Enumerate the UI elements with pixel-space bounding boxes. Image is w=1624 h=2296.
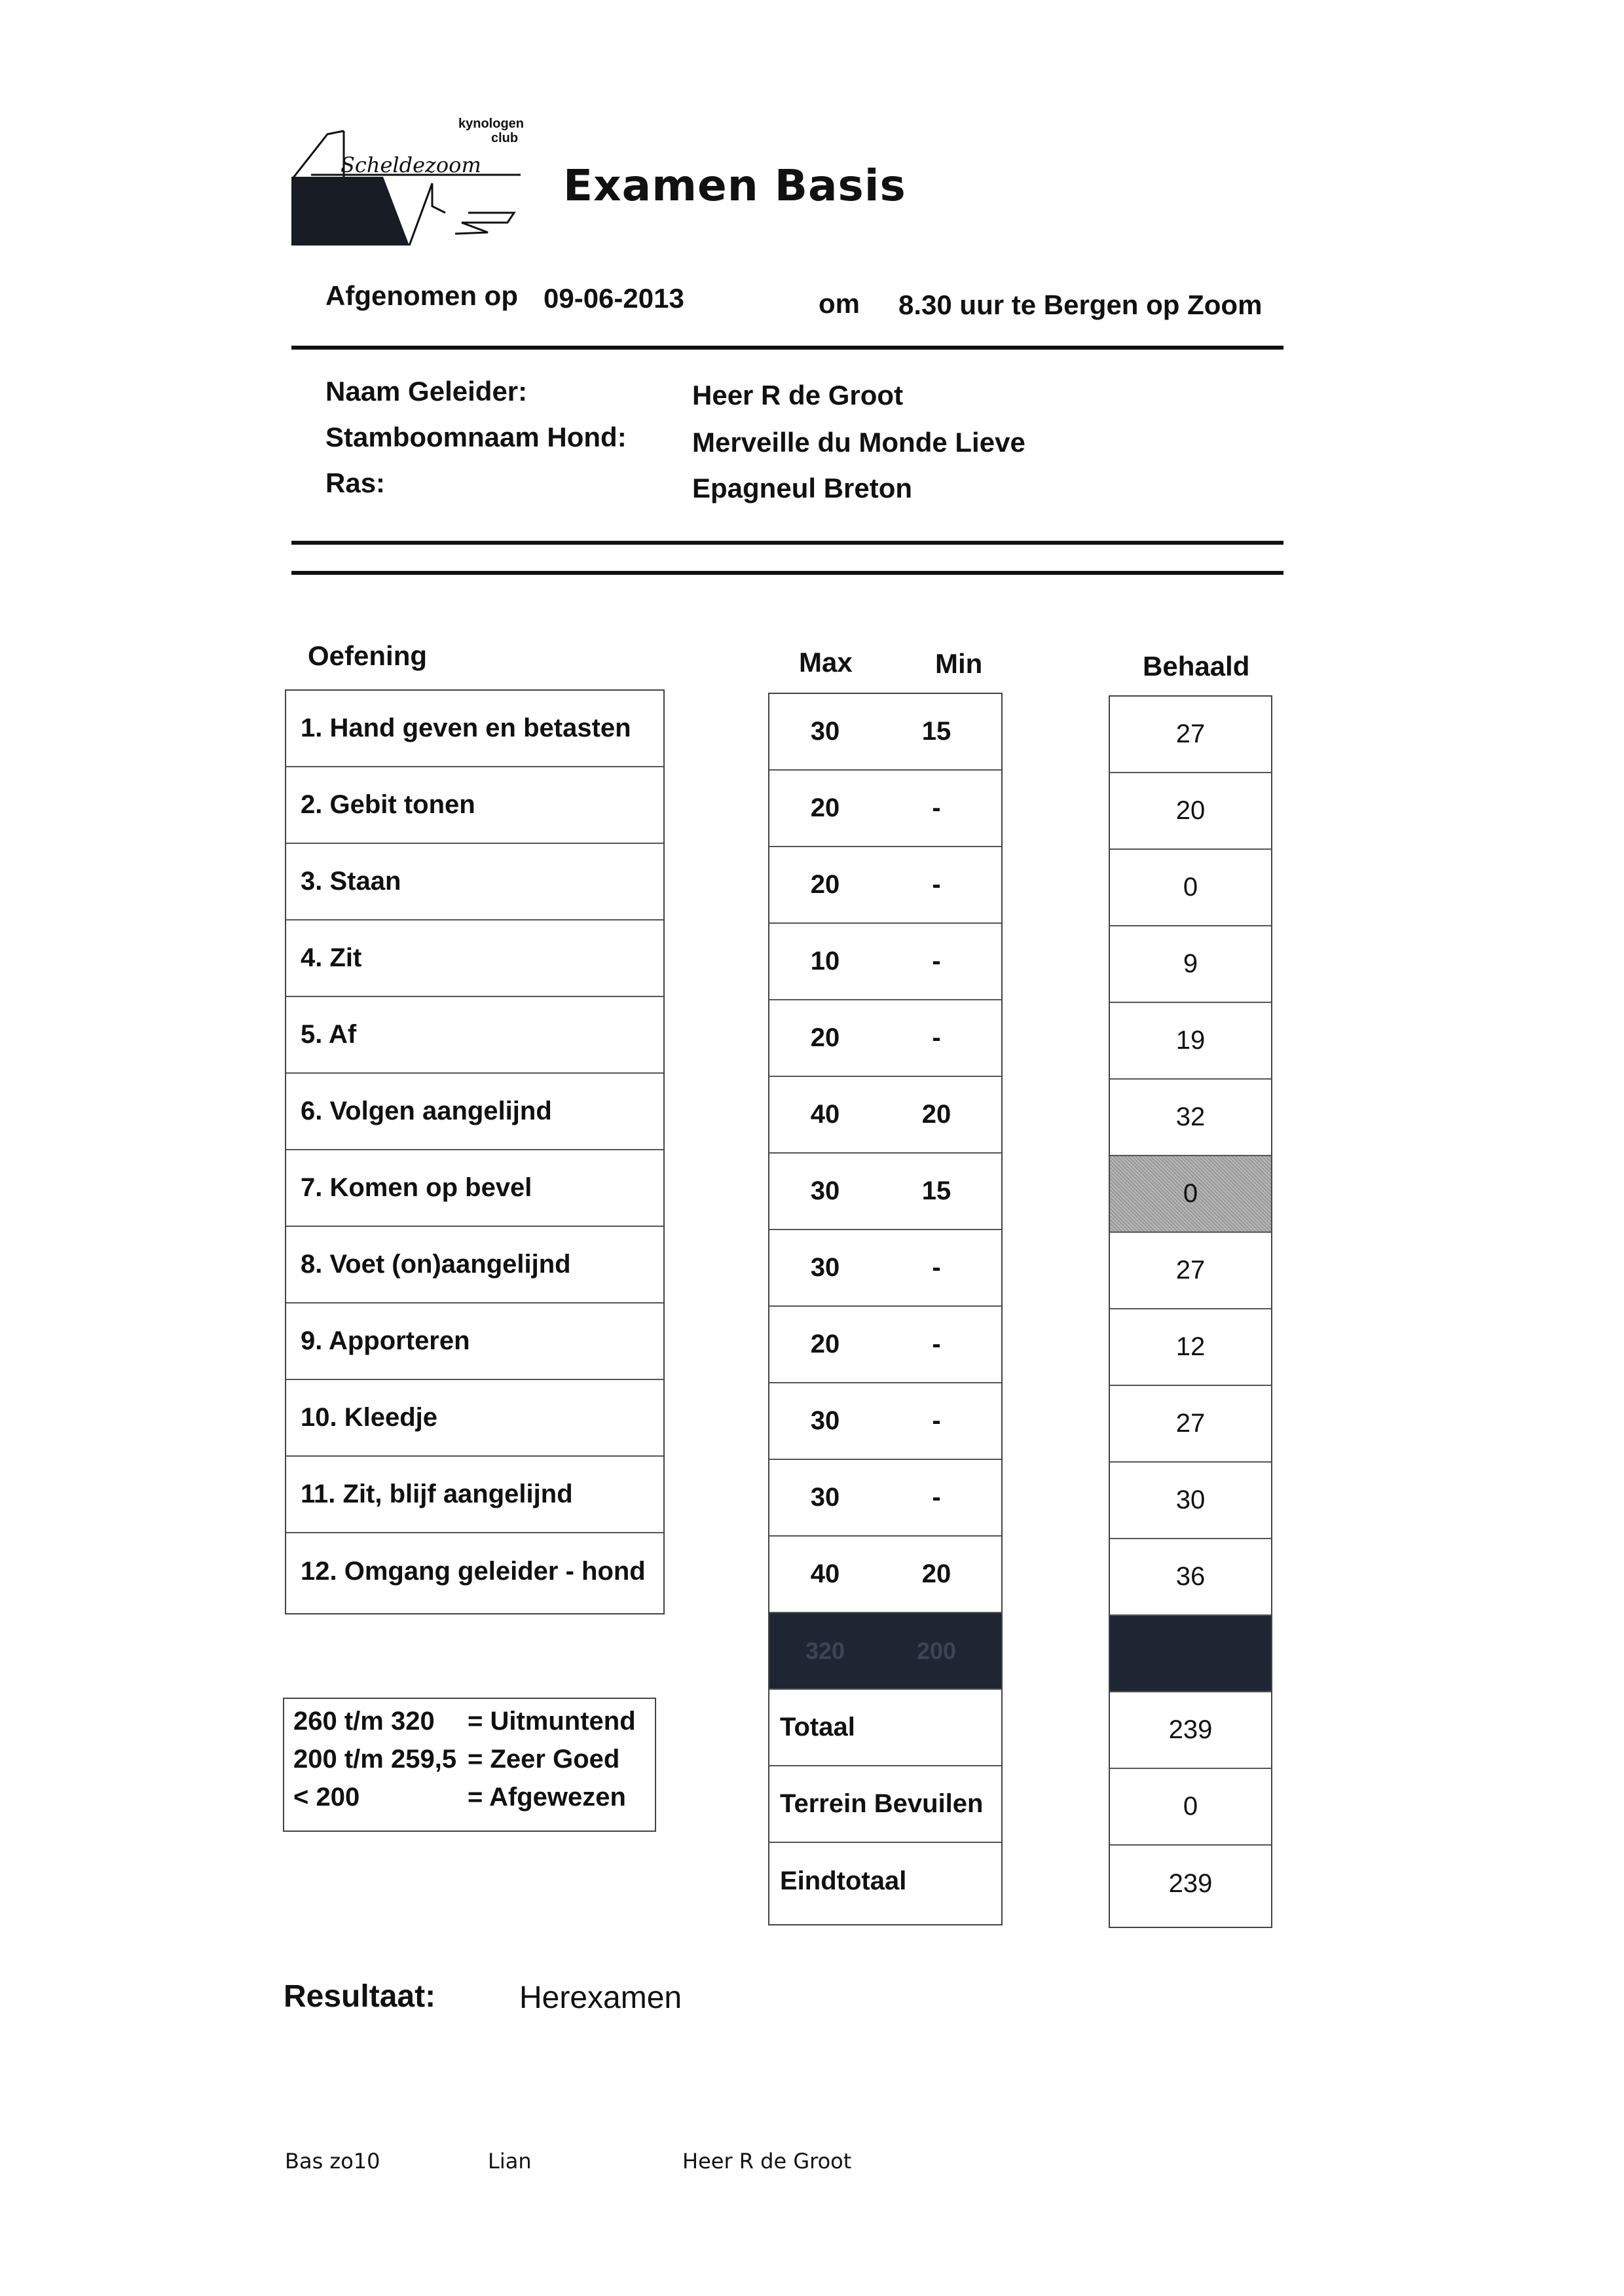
min-value: - xyxy=(932,1406,941,1435)
achieved-row xyxy=(1110,1156,1271,1233)
achieved-row xyxy=(1110,850,1271,926)
max-min-total-row xyxy=(769,1613,1001,1690)
min-value: 15 xyxy=(921,717,951,746)
achieved-table xyxy=(1109,695,1272,1928)
achieved-row xyxy=(1110,1309,1271,1386)
legend-grade: = Zeer Goed xyxy=(468,1745,620,1774)
achieved-value: 20 xyxy=(1175,796,1206,825)
achieved-header: Behaald xyxy=(1143,651,1250,682)
exercise-header: Oefening xyxy=(308,640,428,671)
min-value: 20 xyxy=(921,1559,951,1588)
achieved-row xyxy=(1110,1080,1271,1156)
logo-text-scheldezoom: Scheldezoom xyxy=(341,153,481,177)
achieved-row xyxy=(1110,1386,1271,1463)
max-min-row xyxy=(769,1307,1001,1383)
max-min-table xyxy=(768,693,1003,1925)
summary-row xyxy=(1110,1769,1271,1846)
min-value: - xyxy=(932,947,941,975)
footer-handler: Heer R de Groot xyxy=(682,2149,852,2174)
max-value: 30 xyxy=(810,1176,840,1205)
summary-value: 239 xyxy=(1168,1869,1213,1898)
max-value: 20 xyxy=(810,1330,840,1358)
max-min-row xyxy=(769,1000,1001,1077)
min-value: 20 xyxy=(921,1100,951,1129)
result-label: Resultaat: xyxy=(284,1979,436,2014)
grading-legend xyxy=(283,1698,656,1832)
exercise-row: 11. Zit, blijf aangelijnd xyxy=(286,1457,663,1533)
divider-mid-1 xyxy=(291,541,1283,545)
exercise-row: 8. Voet (on)aangelijnd xyxy=(286,1227,663,1303)
legend-range: 260 t/m 320 xyxy=(293,1707,435,1736)
achieved-value: 30 xyxy=(1175,1485,1206,1514)
date-value: 09-06-2013 xyxy=(544,283,684,314)
achieved-value: 9 xyxy=(1183,949,1198,978)
max-value: 20 xyxy=(810,793,840,822)
footer-judge: Lian xyxy=(488,2149,532,2174)
max-value: 30 xyxy=(810,1253,840,1282)
breed-value: Epagneul Breton xyxy=(692,473,913,503)
max-min-row xyxy=(769,1383,1001,1460)
exercise-row: 6. Volgen aangelijnd xyxy=(286,1074,663,1150)
handler-value: Heer R de Groot xyxy=(692,380,904,410)
club-logo xyxy=(291,115,540,246)
min-value: - xyxy=(932,1023,941,1052)
min-value: 15 xyxy=(921,1176,951,1205)
summary-label: Totaal xyxy=(769,1690,1001,1766)
summary-label: Eindtotaal xyxy=(780,1867,907,1895)
max-header: Max xyxy=(799,647,853,678)
result-value: Herexamen xyxy=(519,1980,682,2015)
max-min-row xyxy=(769,1230,1001,1307)
max-min-row xyxy=(769,1537,1001,1613)
exercise-row: 3. Staan xyxy=(286,844,663,920)
handler-label: Naam Geleider: xyxy=(325,376,528,407)
achieved-value: 32 xyxy=(1175,1102,1206,1131)
divider-top xyxy=(291,346,1283,350)
max-min-row xyxy=(769,1460,1001,1537)
max-value: 40 xyxy=(810,1100,840,1129)
min-header: Min xyxy=(935,648,983,679)
achieved-value: 36 xyxy=(1175,1562,1206,1591)
achieved-value: 0 xyxy=(1110,1156,1271,1231)
min-value: - xyxy=(932,1483,941,1512)
legend-range: 200 t/m 259,5 xyxy=(293,1745,457,1774)
achieved-value: 27 xyxy=(1175,1256,1206,1285)
achieved-row xyxy=(1110,926,1271,1003)
max-min-row xyxy=(769,1154,1001,1230)
max-value: 30 xyxy=(810,1483,840,1512)
max-value: 20 xyxy=(810,1023,840,1052)
exercise-row: 5. Af xyxy=(286,997,663,1074)
max-value: 10 xyxy=(810,947,840,975)
divider-mid-2 xyxy=(291,571,1283,575)
exercise-row: 7. Komen op bevel xyxy=(286,1150,663,1227)
exercise-row: 12. Omgang geleider - hond xyxy=(301,1557,646,1586)
max-value: 20 xyxy=(810,870,840,899)
exercise-row: 2. Gebit tonen xyxy=(286,767,663,844)
summary-row xyxy=(1110,1846,1271,1922)
achieved-row xyxy=(1110,1003,1271,1080)
exercise-row: 4. Zit xyxy=(286,920,663,997)
exercise-table xyxy=(285,689,665,1614)
legend-range: < 200 xyxy=(293,1783,360,1812)
min-value: - xyxy=(932,870,941,899)
summary-label: Terrein Bevuilen xyxy=(769,1766,1001,1843)
footer-code: Bas zo10 xyxy=(285,2149,380,2174)
exercise-row: 10. Kleedje xyxy=(286,1380,663,1457)
achieved-value: 27 xyxy=(1175,720,1206,748)
summary-row xyxy=(1110,1692,1271,1769)
achieved-total-dark-row xyxy=(1110,1616,1271,1692)
max-value: 40 xyxy=(810,1559,840,1588)
min-value: - xyxy=(932,1253,941,1282)
max-min-row xyxy=(769,924,1001,1000)
achieved-row xyxy=(1110,697,1271,773)
max-total: 320 xyxy=(805,1637,845,1664)
min-total: 200 xyxy=(916,1637,957,1664)
achieved-value: 27 xyxy=(1175,1409,1206,1438)
summary-value: 239 xyxy=(1168,1715,1213,1744)
achieved-row xyxy=(1110,1463,1271,1539)
max-min-row xyxy=(769,694,1001,771)
achieved-value: 12 xyxy=(1175,1332,1206,1361)
legend-grade: = Afgewezen xyxy=(468,1783,626,1812)
max-value: 30 xyxy=(810,1406,840,1435)
achieved-value: 19 xyxy=(1175,1026,1206,1055)
achieved-value: 0 xyxy=(1183,873,1198,902)
max-min-row xyxy=(769,847,1001,924)
achieved-row xyxy=(1110,773,1271,850)
breed-label: Ras: xyxy=(325,467,386,498)
exercise-row: 1. Hand geven en betasten xyxy=(286,691,663,767)
achieved-row xyxy=(1110,1539,1271,1616)
dog-name-label: Stamboomnaam Hond: xyxy=(325,422,627,452)
time-location: 8.30 uur te Bergen op Zoom xyxy=(898,289,1263,320)
exercise-row: 9. Apporteren xyxy=(286,1303,663,1380)
dog-name-value: Merveille du Monde Lieve xyxy=(692,427,1025,458)
legend-grade: = Uitmuntend xyxy=(468,1707,636,1736)
max-min-row xyxy=(769,1077,1001,1154)
max-min-row xyxy=(769,771,1001,847)
page-title: Examen Basis xyxy=(563,160,906,211)
min-value: - xyxy=(932,1330,941,1358)
logo-text-kynologen: kynologen xyxy=(458,117,525,131)
date-label: Afgenomen op xyxy=(325,280,518,311)
logo-text-club: club xyxy=(491,131,519,145)
max-value: 30 xyxy=(810,717,840,746)
summary-value: 0 xyxy=(1183,1792,1198,1821)
time-label: om xyxy=(819,288,860,319)
achieved-row xyxy=(1110,1233,1271,1309)
min-value: - xyxy=(932,793,941,822)
